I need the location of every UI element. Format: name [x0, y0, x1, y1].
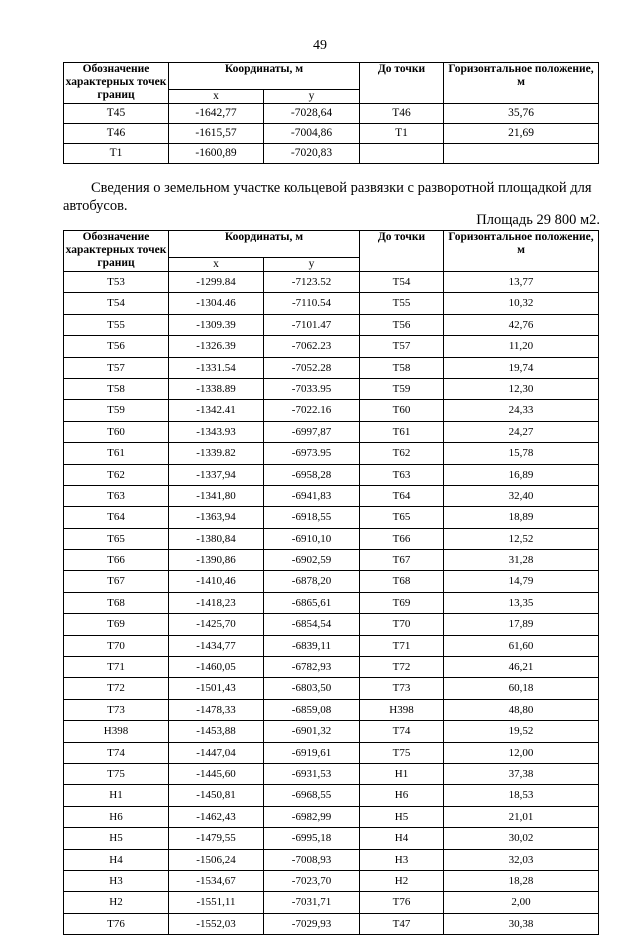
x-cell: -1343.93: [169, 421, 264, 442]
header-designation: Обозначение характерных точек границ: [64, 63, 169, 104]
y-cell: -6782,93: [264, 657, 360, 678]
table-row: [64, 913, 599, 934]
x-cell: -1462,43: [169, 806, 264, 827]
distance-cell: 11,20: [444, 336, 599, 357]
distance-cell: 13,35: [444, 592, 599, 613]
x-cell: -1309.39: [169, 314, 264, 335]
table-row: [64, 124, 599, 144]
distance-cell: 19,74: [444, 357, 599, 378]
to-point-cell: Т61: [360, 421, 444, 442]
point-cell: Н3: [64, 870, 169, 891]
x-cell: -1479,55: [169, 828, 264, 849]
table-row: [64, 378, 599, 399]
point-cell: Т46: [64, 124, 169, 144]
to-point-cell: Т67: [360, 550, 444, 571]
y-cell: -7101.47: [264, 314, 360, 335]
distance-cell: 60,18: [444, 678, 599, 699]
point-cell: Н1: [64, 785, 169, 806]
to-point-cell: Т47: [360, 913, 444, 934]
table-row: [64, 314, 599, 335]
point-cell: Т58: [64, 378, 169, 399]
table-row: [64, 104, 599, 124]
x-cell: -1410,46: [169, 571, 264, 592]
x-cell: -1331.54: [169, 357, 264, 378]
table-row: [64, 464, 599, 485]
distance-cell: 15,78: [444, 443, 599, 464]
x-cell: -1600,89: [169, 144, 264, 164]
header-coords: Координаты, м: [169, 231, 360, 258]
distance-cell: 21,69: [444, 124, 599, 144]
distance-cell: 18,89: [444, 507, 599, 528]
to-point-cell: Т63: [360, 464, 444, 485]
x-cell: -1552,03: [169, 913, 264, 934]
area-label: Площадь 29 800 м2.: [476, 212, 600, 228]
table-row: [64, 336, 599, 357]
table-row: [64, 657, 599, 678]
point-cell: Т72: [64, 678, 169, 699]
y-cell: -7033.95: [264, 378, 360, 399]
point-cell: Т71: [64, 657, 169, 678]
x-cell: -1506,24: [169, 849, 264, 870]
to-point-cell: Т64: [360, 485, 444, 506]
table-row: [64, 678, 599, 699]
distance-cell: 18,28: [444, 870, 599, 891]
distance-cell: 17,89: [444, 614, 599, 635]
y-cell: -6878,20: [264, 571, 360, 592]
table-row: [64, 507, 599, 528]
y-cell: -7022.16: [264, 400, 360, 421]
table-row: [64, 849, 599, 870]
coordinates-table-1: [63, 62, 599, 164]
header-coords: Координаты, м: [169, 63, 360, 90]
to-point-cell: Т66: [360, 528, 444, 549]
y-cell: -6995,18: [264, 828, 360, 849]
point-cell: Т76: [64, 913, 169, 934]
to-point-cell: Т58: [360, 357, 444, 378]
point-cell: Т70: [64, 635, 169, 656]
point-cell: Т59: [64, 400, 169, 421]
x-cell: -1478,33: [169, 699, 264, 720]
table-row: [64, 400, 599, 421]
point-cell: Н2: [64, 892, 169, 913]
x-cell: -1501,43: [169, 678, 264, 699]
distance-cell: 32,40: [444, 485, 599, 506]
distance-cell: 13,77: [444, 272, 599, 293]
table-row: [64, 870, 599, 891]
distance-cell: 24,33: [444, 400, 599, 421]
to-point-cell: Н398: [360, 699, 444, 720]
y-cell: -7110.54: [264, 293, 360, 314]
table-row: [64, 828, 599, 849]
y-cell: -6997,87: [264, 421, 360, 442]
y-cell: -7028,64: [264, 104, 360, 124]
x-cell: -1551,11: [169, 892, 264, 913]
point-cell: Т57: [64, 357, 169, 378]
x-cell: -1450,81: [169, 785, 264, 806]
y-cell: -7062.23: [264, 336, 360, 357]
x-cell: -1425,70: [169, 614, 264, 635]
header-y: y: [264, 258, 360, 272]
distance-cell: 12,30: [444, 378, 599, 399]
y-cell: -6865,61: [264, 592, 360, 613]
y-cell: -7020,83: [264, 144, 360, 164]
table-row: [64, 699, 599, 720]
distance-cell: 16,89: [444, 464, 599, 485]
distance-cell: 32,03: [444, 849, 599, 870]
point-cell: Т68: [64, 592, 169, 613]
distance-cell: 30,38: [444, 913, 599, 934]
table-row: [64, 892, 599, 913]
y-cell: -6958,28: [264, 464, 360, 485]
to-point-cell: Т56: [360, 314, 444, 335]
to-point-cell: Т75: [360, 742, 444, 763]
y-cell: -6910,10: [264, 528, 360, 549]
x-cell: -1339.82: [169, 443, 264, 464]
to-point-cell: Т59: [360, 378, 444, 399]
table-row: [64, 614, 599, 635]
header-horizontal: Горизонтальное положение, м: [444, 231, 599, 272]
header-designation: Обозначение характерных точек границ: [64, 231, 169, 272]
to-point-cell: Т69: [360, 592, 444, 613]
page-number: 49: [313, 38, 327, 53]
to-point-cell: Т71: [360, 635, 444, 656]
x-cell: -1445,60: [169, 763, 264, 784]
distance-cell: 14,79: [444, 571, 599, 592]
point-cell: Т1: [64, 144, 169, 164]
to-point-cell: Т72: [360, 657, 444, 678]
y-cell: -7052.28: [264, 357, 360, 378]
y-cell: -7008,93: [264, 849, 360, 870]
point-cell: Н6: [64, 806, 169, 827]
to-point-cell: Н4: [360, 828, 444, 849]
distance-cell: 42,76: [444, 314, 599, 335]
point-cell: Т56: [64, 336, 169, 357]
y-cell: -6982,99: [264, 806, 360, 827]
to-point-cell: Т54: [360, 272, 444, 293]
point-cell: Т45: [64, 104, 169, 124]
table-row: [64, 742, 599, 763]
x-cell: -1363,94: [169, 507, 264, 528]
distance-cell: 12,00: [444, 742, 599, 763]
to-point-cell: Н3: [360, 849, 444, 870]
point-cell: Т55: [64, 314, 169, 335]
x-cell: -1341,80: [169, 485, 264, 506]
to-point-cell: Н2: [360, 870, 444, 891]
point-cell: Т54: [64, 293, 169, 314]
point-cell: Т65: [64, 528, 169, 549]
to-point-cell: Н1: [360, 763, 444, 784]
point-cell: Н398: [64, 721, 169, 742]
distance-cell: 2,00: [444, 892, 599, 913]
x-cell: -1447,04: [169, 742, 264, 763]
to-point-cell: Т62: [360, 443, 444, 464]
y-cell: -7004,86: [264, 124, 360, 144]
header-x: x: [169, 90, 264, 104]
distance-cell: 10,32: [444, 293, 599, 314]
coordinates-table-2: [63, 230, 599, 935]
distance-cell: 19,52: [444, 721, 599, 742]
point-cell: Т66: [64, 550, 169, 571]
x-cell: -1418,23: [169, 592, 264, 613]
x-cell: -1534,67: [169, 870, 264, 891]
distance-cell: 61,60: [444, 635, 599, 656]
point-cell: Т60: [64, 421, 169, 442]
point-cell: Н4: [64, 849, 169, 870]
distance-cell: 31,28: [444, 550, 599, 571]
point-cell: Т61: [64, 443, 169, 464]
y-cell: -6968,55: [264, 785, 360, 806]
distance-cell: 46,21: [444, 657, 599, 678]
table-row: [64, 635, 599, 656]
table-row: [64, 592, 599, 613]
x-cell: -1304.46: [169, 293, 264, 314]
table-row: [64, 806, 599, 827]
to-point-cell: Т65: [360, 507, 444, 528]
to-point-cell: Н6: [360, 785, 444, 806]
table-row: [64, 272, 599, 293]
header-x: x: [169, 258, 264, 272]
point-cell: Т62: [64, 464, 169, 485]
y-cell: -6918,55: [264, 507, 360, 528]
header-horizontal: Горизонтальное положение, м: [444, 63, 599, 104]
x-cell: -1434,77: [169, 635, 264, 656]
header-to-point: До точки: [360, 63, 444, 104]
x-cell: -1337,94: [169, 464, 264, 485]
point-cell: Т75: [64, 763, 169, 784]
x-cell: -1380,84: [169, 528, 264, 549]
to-point-cell: Т70: [360, 614, 444, 635]
distance-cell: 21,01: [444, 806, 599, 827]
x-cell: -1342.41: [169, 400, 264, 421]
distance-cell: 48,80: [444, 699, 599, 720]
distance-cell: 18,53: [444, 785, 599, 806]
y-cell: -6803,50: [264, 678, 360, 699]
y-cell: -6839,11: [264, 635, 360, 656]
x-cell: -1326.39: [169, 336, 264, 357]
distance-cell: 35,76: [444, 104, 599, 124]
table-row: [64, 357, 599, 378]
x-cell: -1642,77: [169, 104, 264, 124]
x-cell: -1460,05: [169, 657, 264, 678]
y-cell: -6902,59: [264, 550, 360, 571]
point-cell: Т74: [64, 742, 169, 763]
y-cell: -7123.52: [264, 272, 360, 293]
point-cell: Т69: [64, 614, 169, 635]
x-cell: -1390,86: [169, 550, 264, 571]
to-point-cell: Т68: [360, 571, 444, 592]
distance-cell: [444, 144, 599, 164]
to-point-cell: Т73: [360, 678, 444, 699]
x-cell: -1338.89: [169, 378, 264, 399]
table-row: [64, 785, 599, 806]
table-row: [64, 293, 599, 314]
x-cell: -1453,88: [169, 721, 264, 742]
distance-cell: 37,38: [444, 763, 599, 784]
to-point-cell: Н5: [360, 806, 444, 827]
header-y: y: [264, 90, 360, 104]
table-row: [64, 550, 599, 571]
table-row: [64, 144, 599, 164]
y-cell: -6941,83: [264, 485, 360, 506]
x-cell: -1299.84: [169, 272, 264, 293]
to-point-cell: Т76: [360, 892, 444, 913]
point-cell: Т64: [64, 507, 169, 528]
point-cell: Т73: [64, 699, 169, 720]
table-row: [64, 528, 599, 549]
distance-cell: 24,27: [444, 421, 599, 442]
y-cell: -6854,54: [264, 614, 360, 635]
distance-cell: 30,02: [444, 828, 599, 849]
y-cell: -6901,32: [264, 721, 360, 742]
table-row: [64, 421, 599, 442]
table-row: [64, 763, 599, 784]
distance-cell: 12,52: [444, 528, 599, 549]
to-point-cell: Т55: [360, 293, 444, 314]
to-point-cell: [360, 144, 444, 164]
to-point-cell: Т46: [360, 104, 444, 124]
y-cell: -6919,61: [264, 742, 360, 763]
table-row: [64, 485, 599, 506]
table-row: [64, 571, 599, 592]
point-cell: Н5: [64, 828, 169, 849]
y-cell: -6931,53: [264, 763, 360, 784]
x-cell: -1615,57: [169, 124, 264, 144]
y-cell: -6859,08: [264, 699, 360, 720]
table-row: [64, 721, 599, 742]
y-cell: -7031,71: [264, 892, 360, 913]
y-cell: -7029,93: [264, 913, 360, 934]
point-cell: Т63: [64, 485, 169, 506]
table-row: [64, 443, 599, 464]
to-point-cell: Т57: [360, 336, 444, 357]
y-cell: -7023,70: [264, 870, 360, 891]
to-point-cell: Т1: [360, 124, 444, 144]
header-to-point: До точки: [360, 231, 444, 272]
point-cell: Т53: [64, 272, 169, 293]
section-description: Сведения о земельном участке кольцевой развязки с разворотной площадкой для автобусов.: [63, 180, 592, 214]
to-point-cell: Т74: [360, 721, 444, 742]
to-point-cell: Т60: [360, 400, 444, 421]
point-cell: Т67: [64, 571, 169, 592]
y-cell: -6973.95: [264, 443, 360, 464]
